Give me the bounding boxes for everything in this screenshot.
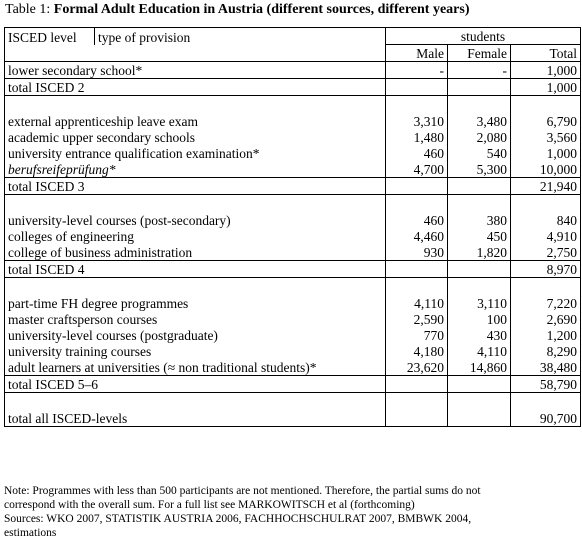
row-female: 3,110 [448, 295, 511, 311]
row-male: 460 [386, 212, 448, 228]
row-total: 1,000 [511, 79, 581, 96]
adult-education-table [4, 27, 581, 427]
row-label: berufsreifeprüfung* [5, 161, 386, 178]
table-row [5, 212, 581, 228]
table-title-main: Formal Adult Education in Austria (different sources, different years) [53, 2, 470, 17]
row-total: 10,000 [511, 161, 581, 178]
table-row-total [5, 376, 581, 393]
row-total: 1,000 [511, 62, 581, 79]
note-line: Note: Programmes with less than 500 participants are not mentioned. Therefore, the partial sums do not [4, 485, 481, 497]
row-male: 4,180 [386, 343, 448, 359]
row-label: total ISCED 5–6 [5, 376, 386, 393]
row-total: 38,480 [511, 359, 581, 376]
row-female: - [448, 62, 511, 79]
row-label: university-level courses (post-secondary) [5, 212, 386, 228]
row-female: 100 [448, 311, 511, 327]
row-male: 4,460 [386, 228, 448, 244]
header-total: Total [511, 45, 581, 62]
table-row [5, 343, 581, 359]
row-total: 4,910 [511, 228, 581, 244]
row-total: 840 [511, 212, 581, 228]
row-total: 7,220 [511, 295, 581, 311]
row-total: 8,290 [511, 343, 581, 359]
row-female: 380 [448, 212, 511, 228]
row-female: 14,860 [448, 359, 511, 376]
header-row-1 [5, 28, 581, 45]
note-line: correspond with the overall sum. For a full list see MARKOWITSCH et al (forthcoming) [4, 499, 415, 511]
header-isced-level: ISCED level [5, 28, 95, 45]
row-female: 450 [448, 228, 511, 244]
table-row [5, 311, 581, 327]
table-row-total [5, 178, 581, 195]
table-row [5, 62, 581, 79]
row-label: total ISCED 3 [5, 178, 386, 195]
header-row-2 [5, 45, 581, 62]
table-row-total [5, 261, 581, 278]
row-male: 23,620 [386, 359, 448, 376]
table-row [5, 327, 581, 343]
sources-line: Sources: WKO 2007, STATISTIK AUSTRIA 2006, FACHHOCHSCHULRAT 2007, BMBWK 2004, [4, 513, 472, 525]
row-male: 460 [386, 145, 448, 161]
row-male: - [386, 62, 448, 79]
table-row [5, 145, 581, 161]
row-male: 770 [386, 327, 448, 343]
row-total: 21,940 [511, 178, 581, 195]
row-label: total ISCED 2 [5, 79, 386, 96]
table-row-grand-total [5, 410, 581, 427]
row-total: 90,700 [511, 410, 581, 427]
header-male: Male [386, 45, 448, 62]
row-female: 4,110 [448, 343, 511, 359]
table-notes [4, 484, 580, 540]
table-title-prefix: Table 1: [5, 2, 54, 17]
table-title [5, 1, 469, 18]
table-row [5, 161, 581, 178]
row-label: university-level courses (postgraduate) [5, 327, 386, 343]
row-label: part-time FH degree programmes [5, 295, 386, 311]
header-students: students [386, 28, 581, 45]
table-row [5, 113, 581, 129]
row-female: 3,480 [448, 113, 511, 129]
row-male: 1,480 [386, 129, 448, 145]
row-label: total ISCED 4 [5, 261, 386, 278]
table-row [5, 295, 581, 311]
row-male: 2,590 [386, 311, 448, 327]
row-label: university entrance qualification examination* [5, 145, 386, 161]
row-label: university training courses [5, 343, 386, 359]
row-label: colleges of engineering [5, 228, 386, 244]
row-female: 430 [448, 327, 511, 343]
header-type-of-provision: type of provision [95, 28, 386, 45]
row-total: 2,750 [511, 244, 581, 261]
row-male: 4,700 [386, 161, 448, 178]
row-label: master craftsperson courses [5, 311, 386, 327]
row-label: college of business administration [5, 244, 386, 261]
row-total: 6,790 [511, 113, 581, 129]
table-row [5, 244, 581, 261]
row-female: 1,820 [448, 244, 511, 261]
row-male: 3,310 [386, 113, 448, 129]
row-label: lower secondary school* [5, 62, 386, 79]
header-female: Female [448, 45, 511, 62]
row-total: 3,560 [511, 129, 581, 145]
row-total: 1,200 [511, 327, 581, 343]
table-row [5, 359, 581, 376]
row-female: 2,080 [448, 129, 511, 145]
row-label: adult learners at universities (≈ non traditional students)* [5, 359, 386, 376]
table-row [5, 129, 581, 145]
row-female: 5,300 [448, 161, 511, 178]
row-label: external apprenticeship leave exam [5, 113, 386, 129]
row-female: 540 [448, 145, 511, 161]
row-male: 930 [386, 244, 448, 261]
row-total: 8,970 [511, 261, 581, 278]
row-male: 4,110 [386, 295, 448, 311]
table-row [5, 228, 581, 244]
row-label: academic upper secondary schools [5, 129, 386, 145]
row-label: total all ISCED-levels [5, 410, 386, 427]
row-total: 1,000 [511, 145, 581, 161]
table-row-total [5, 79, 581, 96]
sources-line: estimations [4, 527, 57, 539]
row-total: 2,690 [511, 311, 581, 327]
row-total: 58,790 [511, 376, 581, 393]
